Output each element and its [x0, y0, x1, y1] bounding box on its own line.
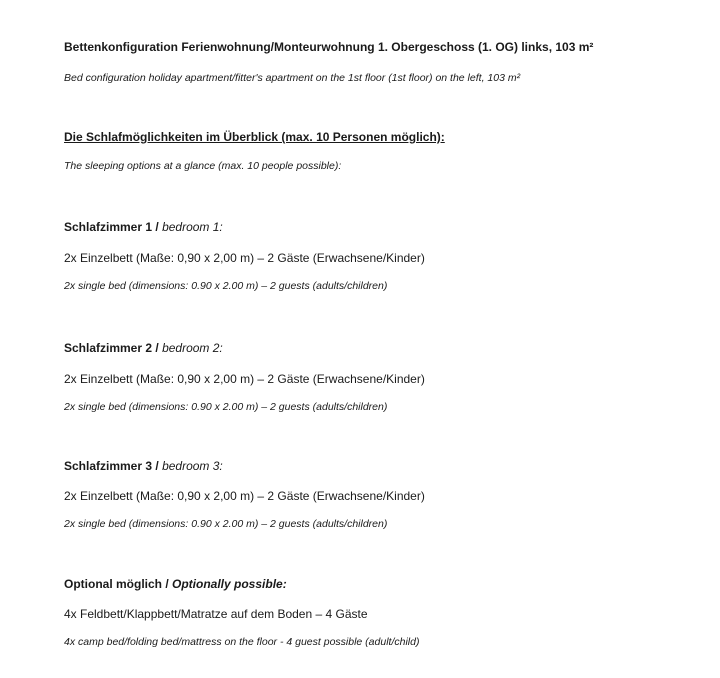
room-2-bed-en: 2x single bed (dimensions: 0.90 x 2.00 m) – 2 guests (adults/children)	[64, 401, 388, 413]
room-3-title-de: Schlafzimmer 3	[64, 459, 153, 473]
room-3-bed-de: 2x Einzelbett (Maße: 0,90 x 2,00 m) – 2 Gäste (Erwachsene/Kinder)	[64, 489, 425, 503]
overview-heading-en: The sleeping options at a glance (max. 10 people possible):	[64, 160, 342, 172]
room-1-bed-en: 2x single bed (dimensions: 0.90 x 2.00 m) – 2 guests (adults/children)	[64, 280, 388, 292]
room-1-title-en: bedroom 1:	[162, 220, 223, 234]
optional-bed-en: 4x camp bed/folding bed/mattress on the floor - 4 guest possible (adult/child)	[64, 636, 420, 648]
document-title-en: Bed configuration holiday apartment/fitter's apartment on the 1st floor (1st floor) on the left, 103 m²	[64, 72, 521, 84]
document-title-de: Bettenkonfiguration Ferienwohnung/Monteurwohnung 1. Obergeschoss (1. OG) links, 103 m²	[64, 40, 594, 54]
room-2-bed-de: 2x Einzelbett (Maße: 0,90 x 2,00 m) – 2 Gäste (Erwachsene/Kinder)	[64, 372, 425, 386]
overview-heading-de: Die Schlafmöglichkeiten im Überblick (max. 10 Personen möglich):	[64, 130, 445, 144]
optional-title-de: Optional möglich	[64, 577, 162, 591]
room-3-title-sep: /	[152, 459, 163, 473]
room-2-title-de: Schlafzimmer 2	[64, 341, 153, 355]
room-1-bed-de: 2x Einzelbett (Maße: 0,90 x 2,00 m) – 2 Gäste (Erwachsene/Kinder)	[64, 251, 425, 265]
optional-bed-de: 4x Feldbett/Klappbett/Matratze auf dem Boden – 4 Gäste	[64, 607, 368, 621]
optional-title-sep: /	[162, 577, 173, 591]
room-3-bed-en: 2x single bed (dimensions: 0.90 x 2.00 m) – 2 guests (adults/children)	[64, 518, 388, 530]
optional-heading	[64, 577, 287, 591]
room-2-heading	[64, 341, 223, 355]
room-2-title-sep: /	[152, 341, 163, 355]
room-1-heading	[64, 220, 223, 234]
room-1-title-sep: /	[152, 220, 163, 234]
room-1-title-de: Schlafzimmer 1	[64, 220, 153, 234]
room-3-title-en: bedroom 3:	[162, 459, 223, 473]
optional-title-en: Optionally possible:	[172, 577, 287, 591]
room-3-heading	[64, 459, 223, 473]
room-2-title-en: bedroom 2:	[162, 341, 223, 355]
